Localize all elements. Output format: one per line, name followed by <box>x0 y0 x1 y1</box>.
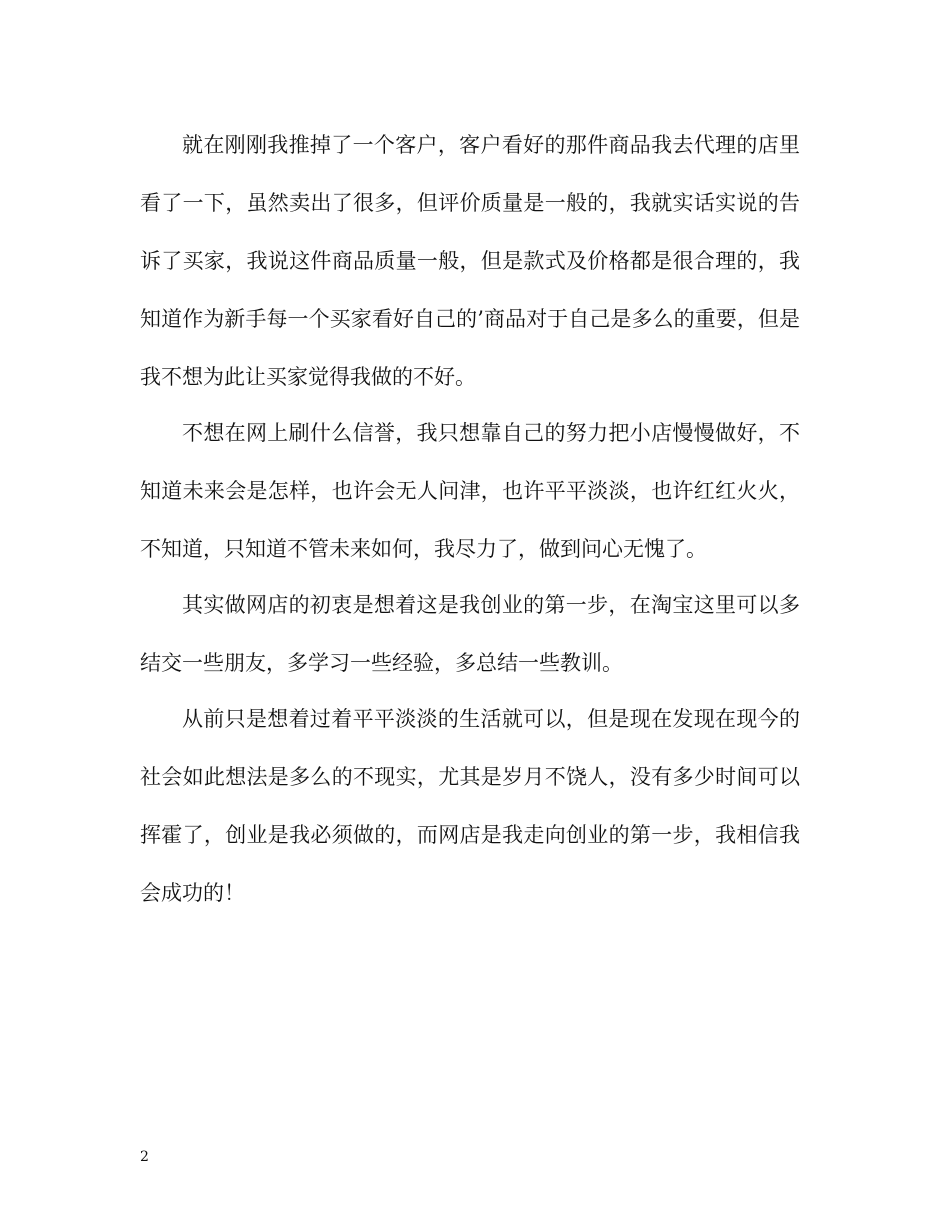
page-number: 2 <box>140 1149 149 1165</box>
paragraph-1: 就在刚刚我推掉了一个客户，客户看好的那件商品我去代理的店里看了一下，虽然卖出了很多，但评价质量是一般的，我就实话实说的告诉了买家，我说这件商品质量一般，但是款式及价格都是很合理的，我知道作为新手每一个买家看好自己的’商品对于自己是多么的重要，但是我不想为此让买家觉得我做的不好。 <box>140 133 800 389</box>
paragraph-4: 从前只是想着过着平平淡淡的生活就可以，但是现在发现在现今的社会如此想法是多么的不现实，尤其是岁月不饶人，没有多少时间可以挥霍了，创业是我必须做的，而网店是我走向创业的第一步，我相信我会成功的！ <box>140 707 800 905</box>
paragraph-2: 不想在网上刷什么信誉，我只想靠自己的努力把小店慢慢做好，不知道未来会是怎样，也许会无人问津，也许平平淡淡，也许红红火火，不知道，只知道不管未来如何，我尽力了，做到问心无愧了。 <box>140 421 800 561</box>
paragraph-3: 其实做网店的初衷是想着这是我创业的第一步，在淘宝这里可以多结交一些朋友，多学习一些经验，多总结一些教训。 <box>140 593 800 675</box>
document-body <box>140 116 800 920</box>
